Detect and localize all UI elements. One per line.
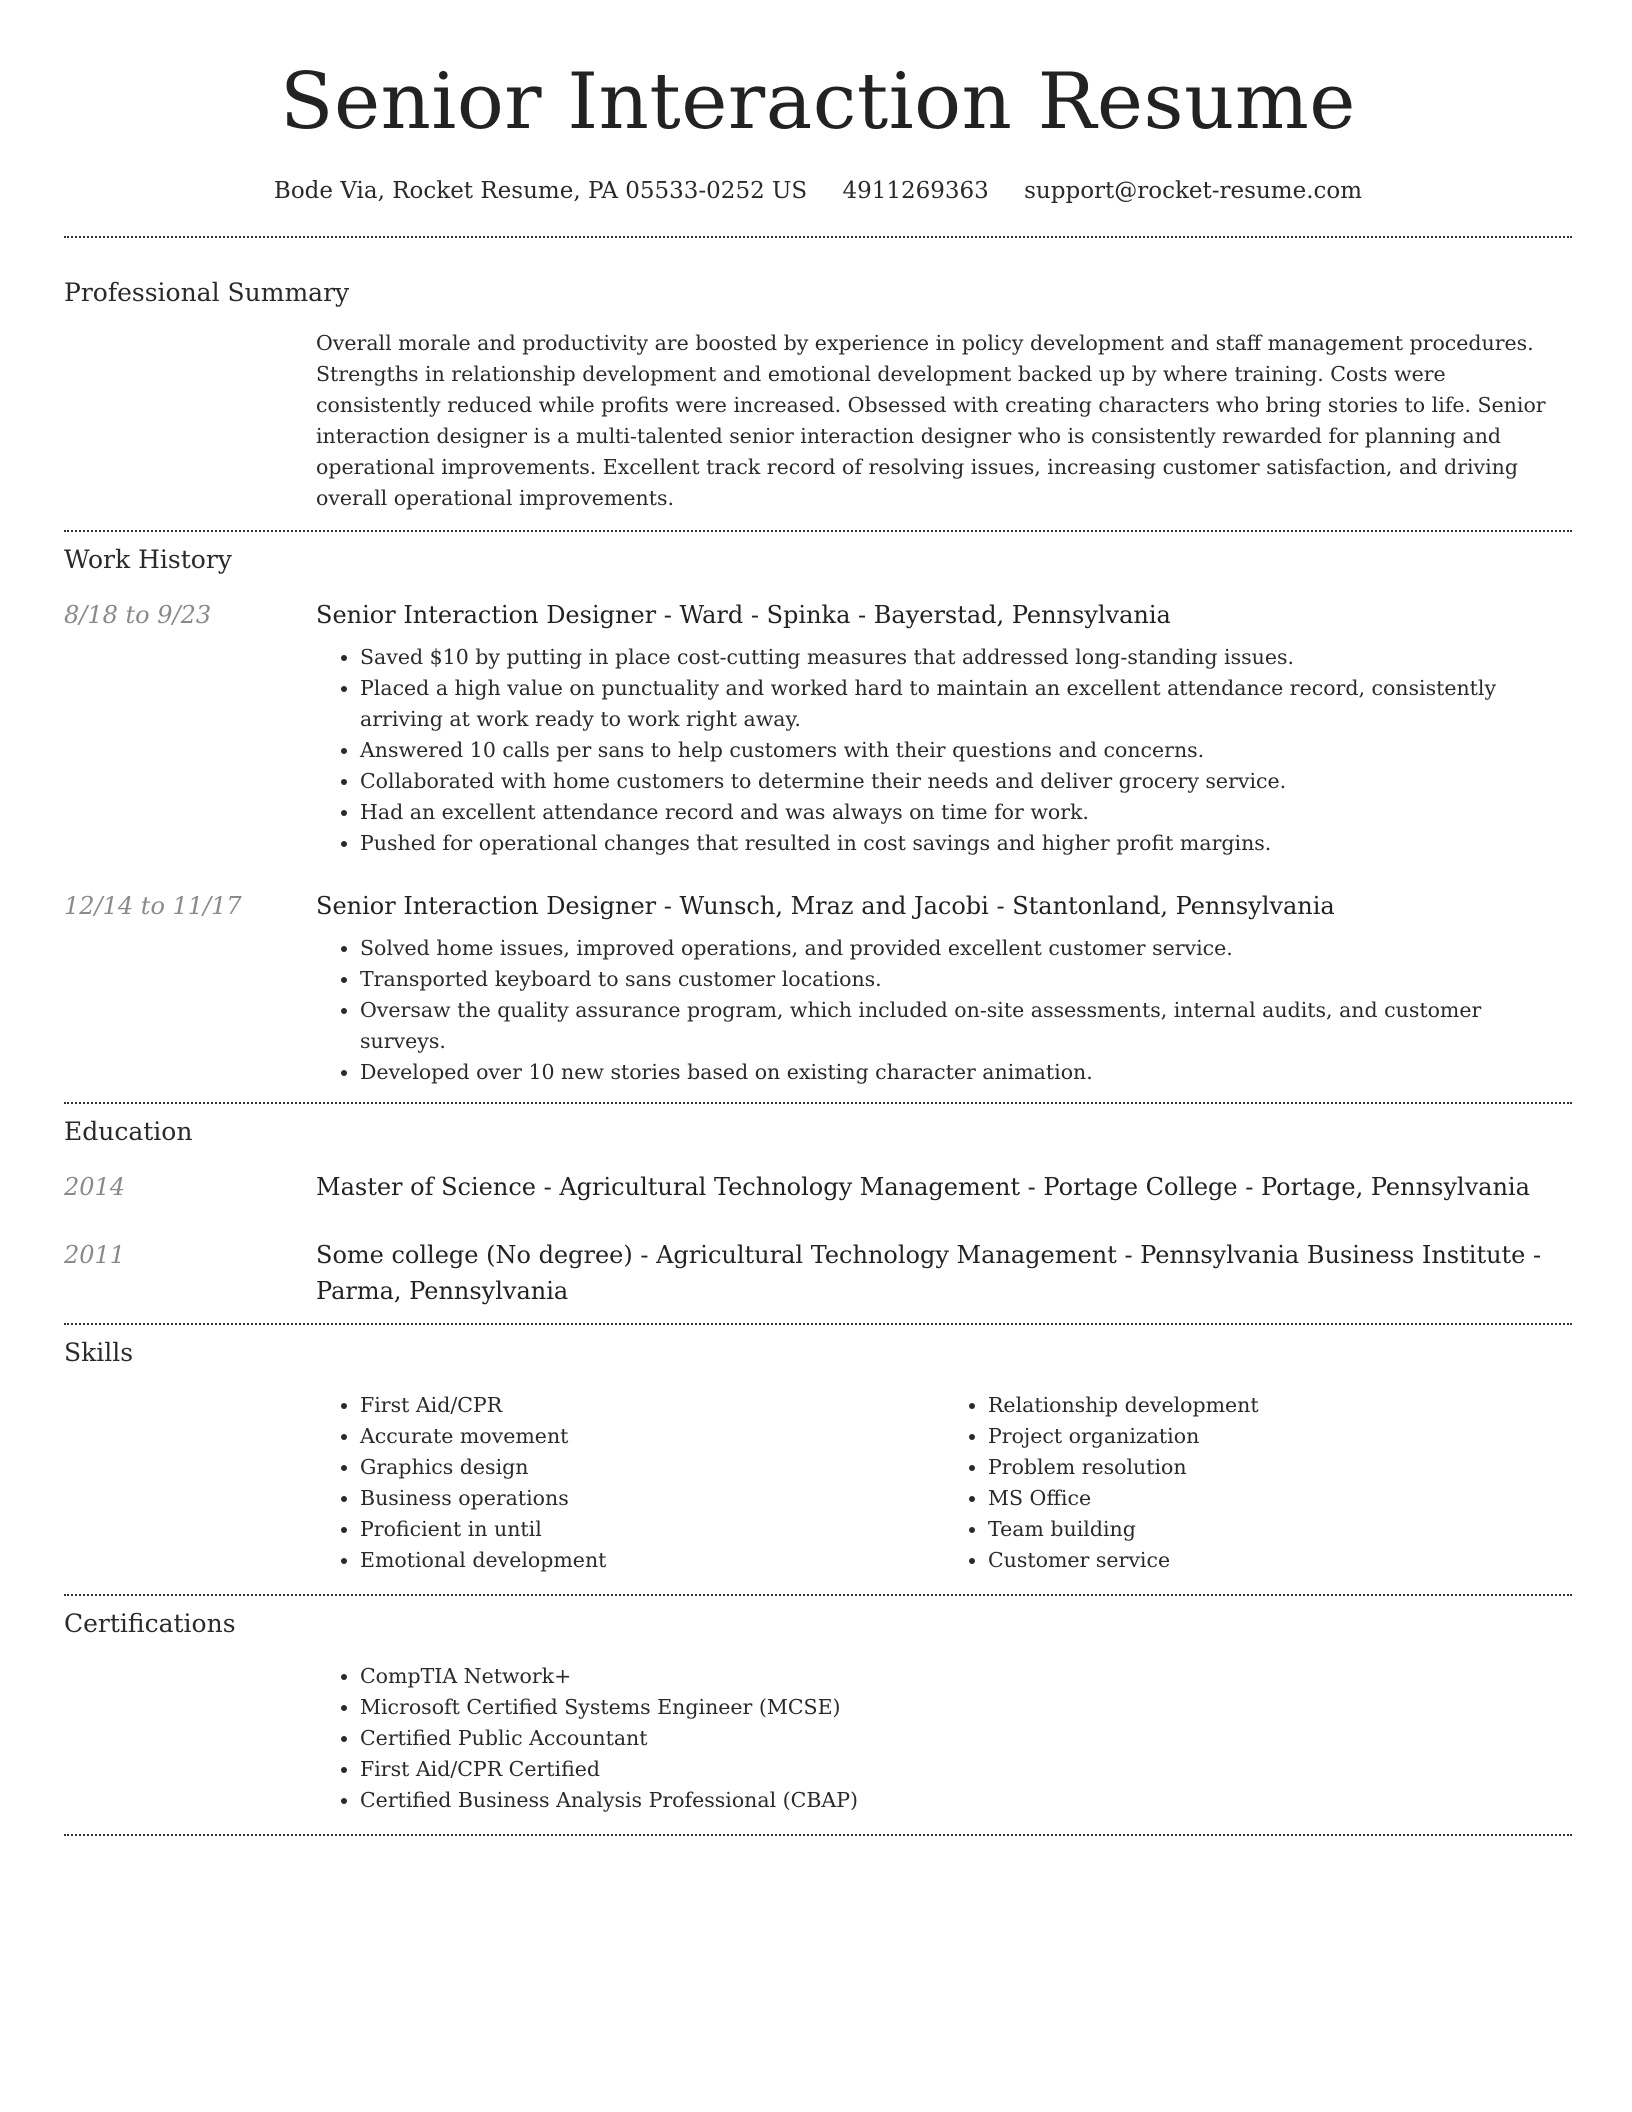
list-item: • Team building <box>988 1514 1572 1545</box>
resume-title: Senior Interaction Resume <box>280 57 1356 147</box>
section-divider <box>64 1834 1572 1836</box>
list-item: • Certified Business Analysis Professional (CBAP) <box>360 1785 1572 1816</box>
list-item: • Microsoft Certified Systems Engineer (MCSE) <box>360 1692 1572 1723</box>
list-item: • Had an excellent attendance record and was always on time for work. <box>360 797 1572 828</box>
education-detail: Some college (No degree) - Agricultural Technology Management - Pennsylvania Business Institute - Parma, Pennsylvania <box>316 1241 1542 1305</box>
skills-heading: Skills <box>64 1338 134 1367</box>
job-entry <box>64 888 1572 1102</box>
certifications-heading: Certifications <box>64 1609 236 1638</box>
skills-grid <box>316 1390 1572 1594</box>
list-item: • Business operations <box>360 1483 944 1514</box>
list-item: • Accurate movement <box>360 1421 944 1452</box>
list-item: • First Aid/CPR Certified <box>360 1754 1572 1785</box>
contact-address: Bode Via, Rocket Resume, PA 05533-0252 US <box>273 178 808 204</box>
skills-section <box>64 1325 1572 1594</box>
education-year: 2011 <box>64 1241 126 1269</box>
list-item: • Graphics design <box>360 1452 944 1483</box>
education-entry <box>64 1169 1572 1205</box>
education-section <box>64 1104 1572 1323</box>
job-dates: 8/18 to 9/23 <box>64 601 212 629</box>
list-item: • Answered 10 calls per sans to help customers with their questions and concerns. <box>360 735 1572 766</box>
list-item: • Oversaw the quality assurance program, which included on-site assessments, internal audits, and customer surveys. <box>360 995 1572 1057</box>
list-item: • Developed over 10 new stories based on existing character animation. <box>360 1057 1572 1088</box>
skills-list-left <box>316 1390 944 1576</box>
job-bullets <box>316 642 1572 859</box>
skills-list-right <box>944 1390 1572 1576</box>
job-dates: 12/14 to 11/17 <box>64 892 242 920</box>
list-item: • Collaborated with home customers to determine their needs and deliver grocery service. <box>360 766 1572 797</box>
list-item: • Proficient in until <box>360 1514 944 1545</box>
summary-section <box>64 238 1572 530</box>
education-detail: Master of Science - Agricultural Technology Management - Portage College - Portage, Pennsylvania <box>316 1173 1530 1201</box>
list-item: • Placed a high value on punctuality and worked hard to maintain an excellent attendance record, consistently arriving at work ready to work right away. <box>360 673 1572 735</box>
list-item: • Transported keyboard to sans customer locations. <box>360 964 1572 995</box>
contact-phone: 4911269363 <box>842 178 989 204</box>
list-item: • Problem resolution <box>988 1452 1572 1483</box>
list-item: • Project organization <box>988 1421 1572 1452</box>
list-item: • CompTIA Network+ <box>360 1661 1572 1692</box>
education-heading: Education <box>64 1117 193 1146</box>
job-header: Senior Interaction Designer - Ward - Spinka - Bayerstad, Pennsylvania <box>316 601 1171 629</box>
list-item: • Customer service <box>988 1545 1572 1576</box>
list-item: • Saved $10 by putting in place cost-cutting measures that addressed long-standing issues. <box>360 642 1572 673</box>
contact-line <box>64 174 1572 208</box>
list-item: • First Aid/CPR <box>360 1390 944 1421</box>
education-entry <box>64 1237 1572 1323</box>
list-item: • MS Office <box>988 1483 1572 1514</box>
list-item: • Solved home issues, improved operations, and provided excellent customer service. <box>360 933 1572 964</box>
certifications-list <box>316 1661 1572 1816</box>
education-year: 2014 <box>64 1173 126 1201</box>
summary-heading: Professional Summary <box>64 278 350 307</box>
job-entry <box>64 597 1572 859</box>
summary-text: Overall morale and productivity are boosted by experience in policy development and staff management procedures. Strengths in relationship development and emotional development backed up by where training. Costs were consistently reduced while profits were increased. Obsessed with creating characters who bring stories to life. Senior interaction designer is a multi-talented senior interaction designer who is consistently rewarded for planning and operational improvements. Excellent track record of resolving issues, increasing customer satisfaction, and driving overall operational improvements. <box>316 331 1546 510</box>
certifications-section <box>64 1596 1572 1834</box>
contact-email: support@rocket-resume.com <box>1024 178 1363 204</box>
work-history-section <box>64 532 1572 1102</box>
certifications-body <box>316 1661 1572 1834</box>
list-item: • Emotional development <box>360 1545 944 1576</box>
job-header: Senior Interaction Designer - Wunsch, Mraz and Jacobi - Stantonland, Pennsylvania <box>316 892 1335 920</box>
list-item: • Pushed for operational changes that resulted in cost savings and higher profit margins. <box>360 828 1572 859</box>
resume-page <box>64 0 1572 1836</box>
work-history-heading: Work History <box>64 545 232 574</box>
list-item: • Relationship development <box>988 1390 1572 1421</box>
job-bullets <box>316 933 1572 1102</box>
list-item: • Certified Public Accountant <box>360 1723 1572 1754</box>
